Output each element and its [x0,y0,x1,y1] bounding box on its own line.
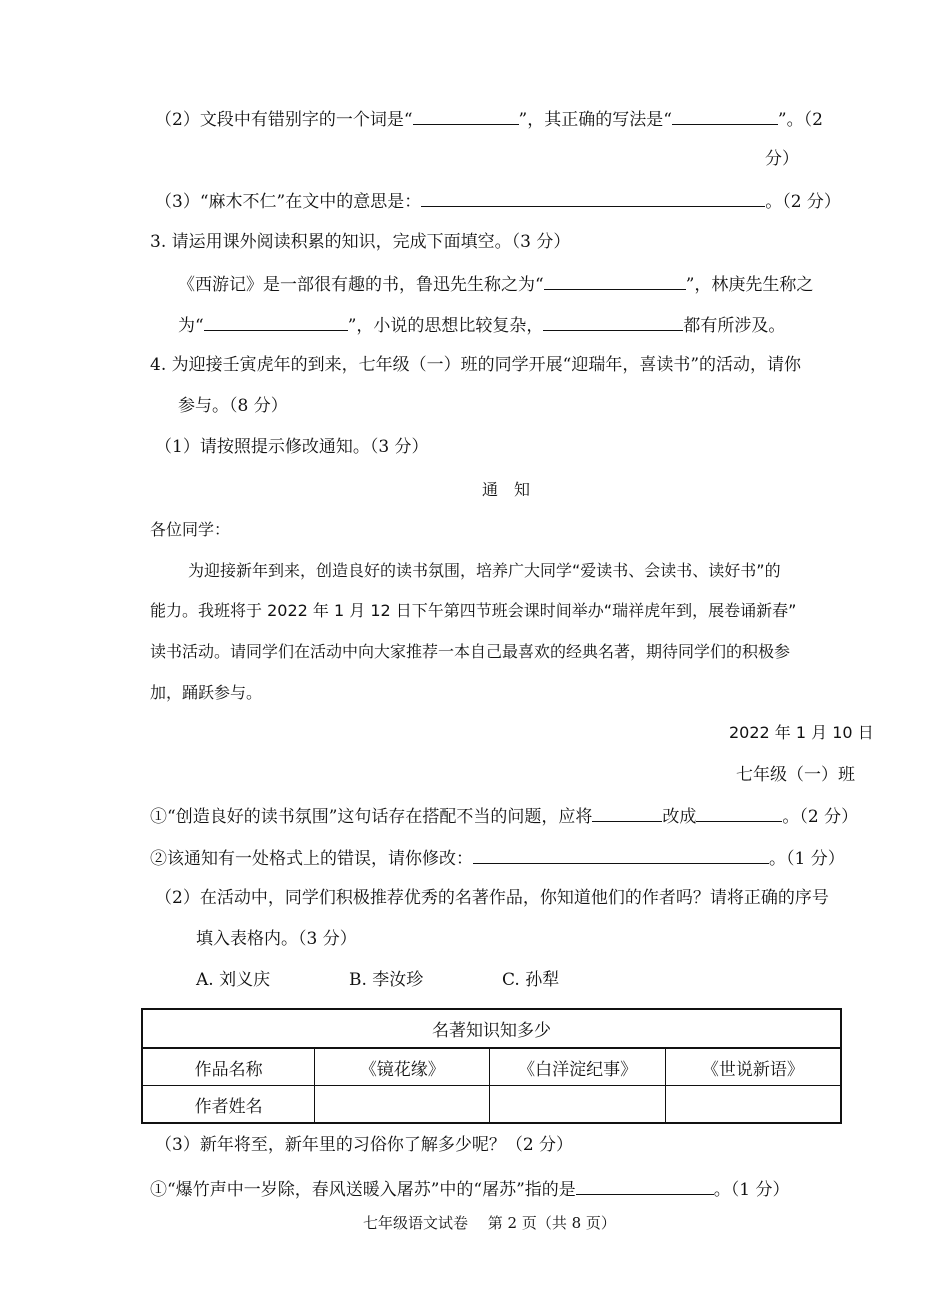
page-footer: 七年级语文试卷 第 2 页（共 8 页） [363,1214,616,1232]
q3-text: 为“ [178,316,204,336]
answer-blank[interactable] [544,271,686,290]
notice-body-line: 加，踊跃参与。 [150,683,263,702]
question-4-stem: 4. 为迎接壬寅虎年的到来，七年级（一）班的同学开展“迎瑞年，喜读书”的活动，请你 [150,355,802,375]
question-4-1-item1 [150,803,858,829]
notice-date: 2022 年 1 月 10 日 [729,723,874,742]
notice-body-line: 能力。我班将于 2022 年 1 月 12 日下午第四节班会课时间举办“瑞祥虎年到，展卷诵新春” [150,601,797,620]
table-cell: 《白洋淀纪事》 [490,1048,665,1086]
notice-body-line: 为迎接新年到来，创造良好的读书氛围，培养广大同学“爱读书、会读书、读好书”的 [188,561,781,580]
question-4-2: （2）在活动中，同学们积极推荐优秀的名著作品，你知道他们的作者吗？请将正确的序号 [155,888,829,908]
table-cell: 《镜花缘》 [315,1048,490,1086]
item-text: 。（1 分） [769,849,845,869]
question-2-2 [155,106,823,132]
table-row [142,1048,841,1086]
item-text: 。（2 分） [782,807,859,827]
item-text: ②该通知有一处格式上的错误，请你修改： [150,849,473,869]
question-3-line1 [178,271,813,297]
notice-signature: 七年级（一）班 [736,765,855,785]
answer-cell[interactable] [665,1086,841,1124]
table-cell: 作者姓名 [142,1086,315,1124]
answer-cell[interactable] [315,1086,490,1124]
table-cell: 《世说新语》 [665,1048,841,1086]
notice-title: 通 知 [482,480,531,499]
answer-blank[interactable] [204,312,348,331]
question-4-2-cont: 填入表格内。（3 分） [196,929,357,949]
question-4-3: （3）新年将至，新年里的习俗你了解多少呢？（2 分） [155,1135,574,1155]
question-2-3 [155,188,841,214]
question-4-1-item2 [150,845,845,871]
q3-text: ”，小说的思想比较复杂， [347,316,544,336]
notice-greeting: 各位同学： [150,520,231,539]
answer-blank[interactable] [473,845,769,864]
option-b: B. 李汝珍 [349,970,424,990]
q2-2-suffix: ”。（2 [777,110,823,130]
item-text: 。（1 分） [713,1180,790,1200]
answer-blank[interactable] [592,803,662,822]
answer-blank[interactable] [696,803,782,822]
table-caption: 名著知识知多少 [142,1009,841,1048]
q2-2-mid: ”，其正确的写法是“ [518,110,672,130]
q2-2-prefix: （2）文段中有错别字的一个词是“ [155,110,413,130]
q2-2-wrap: 分） [765,149,799,169]
q2-3-suffix: 。（2 分） [765,192,841,212]
question-4-stem-cont: 参与。（8 分） [178,396,288,416]
q3-text: 《西游记》是一部很有趣的书，鲁迅先生称之为“ [178,275,544,295]
question-3-stem: 3. 请运用课外阅读积累的知识，完成下面填空。（3 分） [150,232,571,252]
book-author-table [141,1008,842,1124]
item-text: 改成 [662,807,697,827]
item-text: ①“创造良好的读书氛围”这句话存在搭配不当的问题，应将 [150,807,593,827]
option-a: A. 刘义庆 [196,970,271,990]
q3-text: ”，林庚先生称之 [685,275,814,295]
answer-cell[interactable] [490,1086,665,1124]
answer-blank[interactable] [576,1176,714,1195]
question-3-line2 [178,312,785,338]
q3-text: 都有所涉及。 [683,316,786,336]
notice-body-line: 读书活动。请同学们在活动中向大家推荐一本自己最喜欢的经典名著，期待同学们的积极参 [150,642,791,661]
table-row [142,1086,841,1124]
item-text: ①“爆竹声中一岁除，春风送暖入屠苏”中的“屠苏”指的是 [150,1180,576,1200]
answer-blank[interactable] [413,106,519,125]
answer-blank[interactable] [421,188,765,207]
question-4-3-item1 [150,1176,790,1202]
q2-3-prefix: （3）“麻木不仁”在文中的意思是： [155,192,422,212]
question-4-1: （1）请按照提示修改通知。（3 分） [155,437,429,457]
answer-blank[interactable] [543,312,683,331]
table-cell: 作品名称 [142,1048,315,1086]
option-c: C. 孙犁 [502,970,560,990]
answer-blank[interactable] [672,106,778,125]
